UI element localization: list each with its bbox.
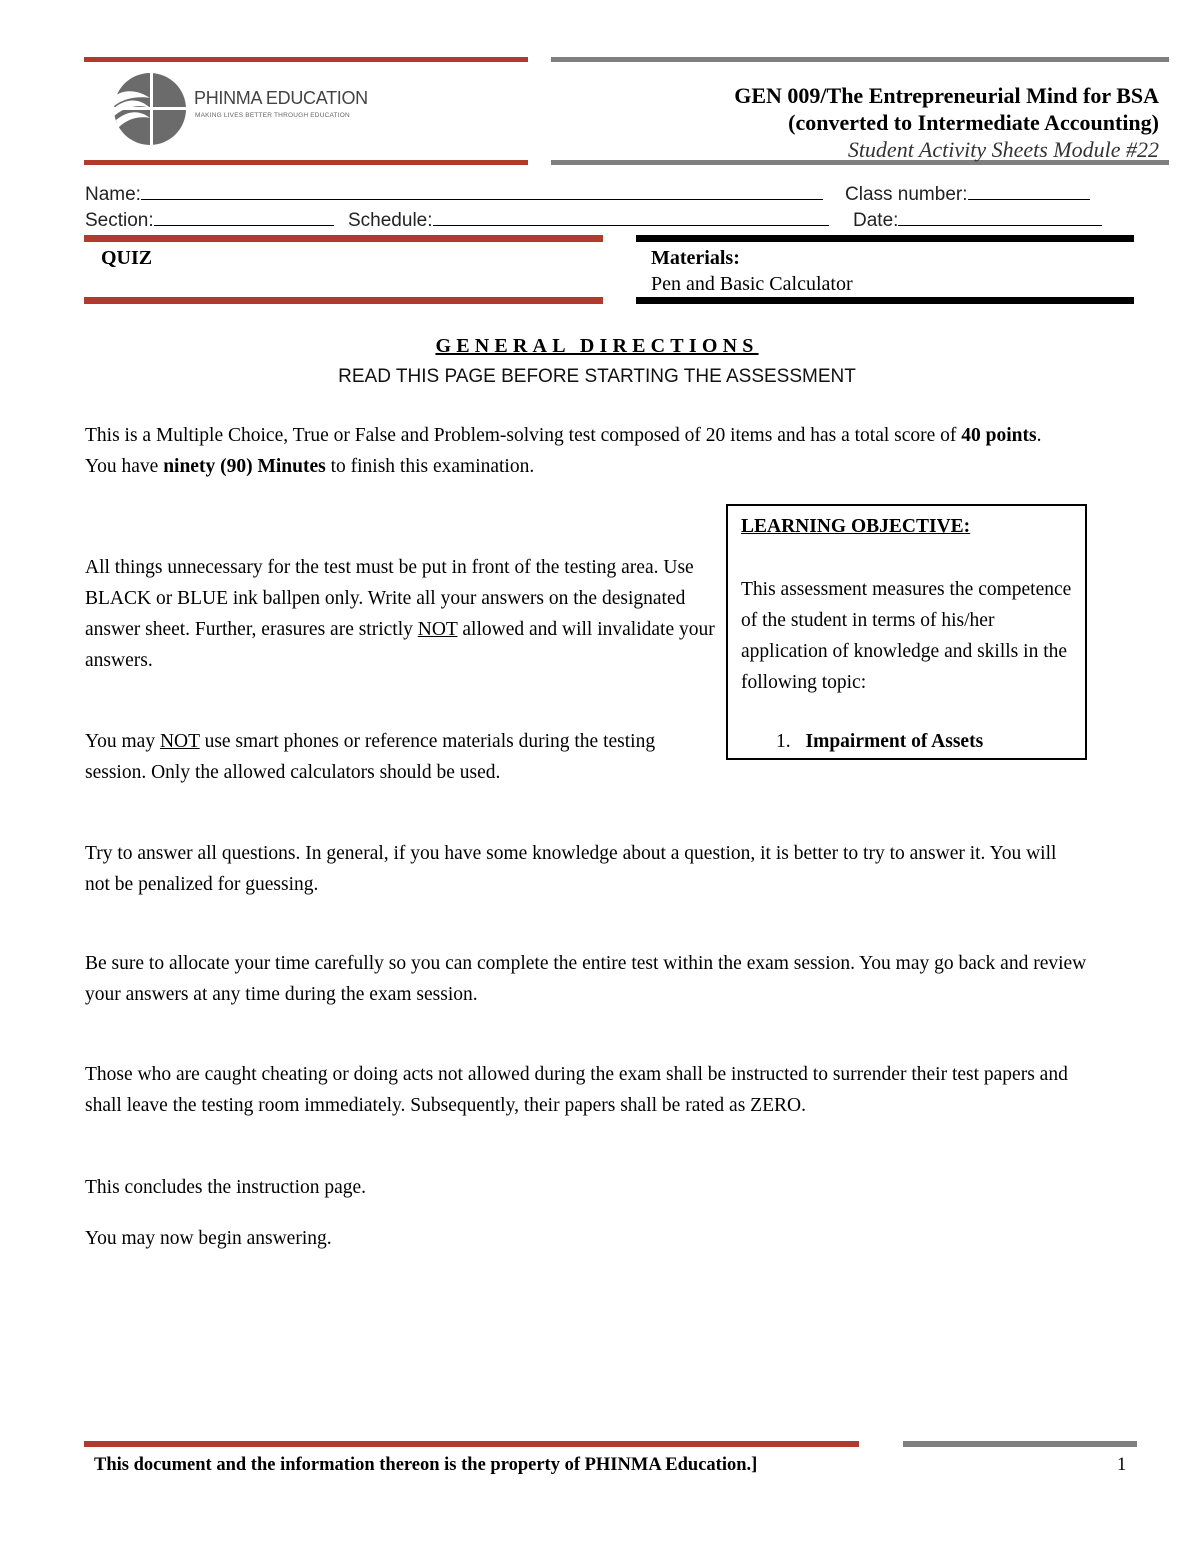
learning-objective-item	[776, 731, 983, 753]
directions-paragraph-4: Try to answer all questions. In general, if you have some knowledge about a question, it is better to try to answer it. You will not be penalized for guessing.	[85, 843, 1057, 895]
class-number-line	[968, 182, 1090, 200]
section-line	[154, 208, 334, 226]
learning-objective-item-text: Impairment of Assets	[805, 731, 984, 752]
directions-paragraph-5: Be sure to allocate your time carefully so you can complete the entire test within the exam session. You may go back and review your answers at any time during the exam session.	[85, 953, 1087, 1005]
header-rule-top-gray	[551, 57, 1169, 62]
footer-rule-gray	[903, 1441, 1137, 1447]
directions-subtitle: READ THIS PAGE BEFORE STARTING THE ASSESSMENT	[338, 366, 856, 387]
name-field[interactable]	[85, 182, 823, 206]
p2-text-a: All things unnecessary for the test must be put in front of the testing area. Use BLACK or BLUE ink ballpen only. Write all your answers on the designated answer sheet. Further, erasures are strictly	[85, 557, 694, 640]
directions-paragraph-7: This concludes the instruction page.	[85, 1177, 367, 1198]
header-rule-top-red	[84, 57, 528, 62]
schedule-field[interactable]	[348, 208, 829, 232]
directions-title: GENERAL DIRECTIONS	[435, 335, 759, 357]
directions-paragraph-2	[85, 552, 727, 676]
directions-paragraph-3	[85, 726, 717, 788]
name-label: Name:	[85, 184, 141, 205]
quiz-rule-top	[84, 235, 603, 242]
materials-rule-top	[636, 235, 1134, 242]
quiz-rule-bottom	[84, 297, 603, 304]
materials-rule-bottom	[636, 297, 1134, 304]
directions-paragraph-1	[85, 420, 1075, 482]
p2-not-emphasis: NOT	[417, 619, 458, 640]
schedule-label: Schedule:	[348, 210, 433, 231]
footer-rule-red	[84, 1441, 859, 1447]
materials-value: Pen and Basic Calculator	[651, 273, 853, 295]
class-number-field[interactable]	[845, 182, 1090, 206]
module-label: Student Activity Sheets Module #22	[847, 137, 1159, 162]
p1-text-c: to finish this examination.	[325, 456, 535, 477]
phinma-logo	[106, 68, 386, 150]
brand-tagline: MAKING LIVES BETTER THROUGH EDUCATION	[195, 112, 350, 119]
p3-not-emphasis: NOT	[159, 731, 200, 752]
logo-emblem-icon	[106, 68, 190, 150]
learning-objective-item-number: 1.	[776, 731, 791, 752]
date-field[interactable]	[853, 208, 1102, 232]
schedule-line	[433, 208, 829, 226]
page-number: 1	[1117, 1455, 1127, 1475]
brand-name: PHINMA EDUCATION	[194, 88, 368, 108]
p1-text-b: . You have	[85, 425, 1042, 477]
section-label: Section:	[85, 210, 154, 231]
header-rule-bottom-red	[84, 160, 528, 165]
p3-text-b: use smart phones or reference materials during the testing session. Only the allowed calculators should be used.	[85, 731, 656, 783]
time-limit: ninety (90) Minutes	[163, 456, 326, 477]
total-points: 40 points	[961, 425, 1037, 446]
materials-label: Materials:	[651, 247, 740, 269]
section-field[interactable]	[85, 208, 334, 232]
class-number-label: Class number:	[845, 184, 968, 205]
course-line-2: (converted to Intermediate Accounting)	[788, 110, 1159, 135]
directions-paragraph-8: You may now begin answering.	[85, 1228, 332, 1249]
p3-text-a: You may	[85, 731, 160, 752]
directions-paragraph-6: Those who are caught cheating or doing acts not allowed during the exam shall be instructed to surrender their test papers and shall leave the testing room immediately. Subsequently, their papers shall be rated as ZERO.	[85, 1064, 1068, 1116]
course-title	[734, 82, 1159, 163]
p2-text-b: allowed and will invalidate your answers.	[85, 619, 715, 671]
quiz-label: QUIZ	[101, 247, 153, 269]
date-line	[898, 208, 1102, 226]
footer-notice: This document and the information thereon is the property of PHINMA Education.]	[94, 1455, 758, 1475]
learning-objective-body: This assessment measures the competence of the student in terms of his/her application of knowledge and skills in the following topic:	[741, 579, 1072, 693]
p1-text-a: This is a Multiple Choice, True or False and Problem-solving test composed of 20 items and has a total score of	[85, 425, 962, 446]
learning-objective-title: LEARNING OBJECTIVE:	[741, 516, 971, 537]
course-line-1: GEN 009/The Entrepreneurial Mind for BSA	[734, 83, 1159, 108]
name-line	[141, 182, 823, 200]
learning-objective-box	[726, 504, 1087, 760]
date-label: Date:	[853, 210, 899, 231]
